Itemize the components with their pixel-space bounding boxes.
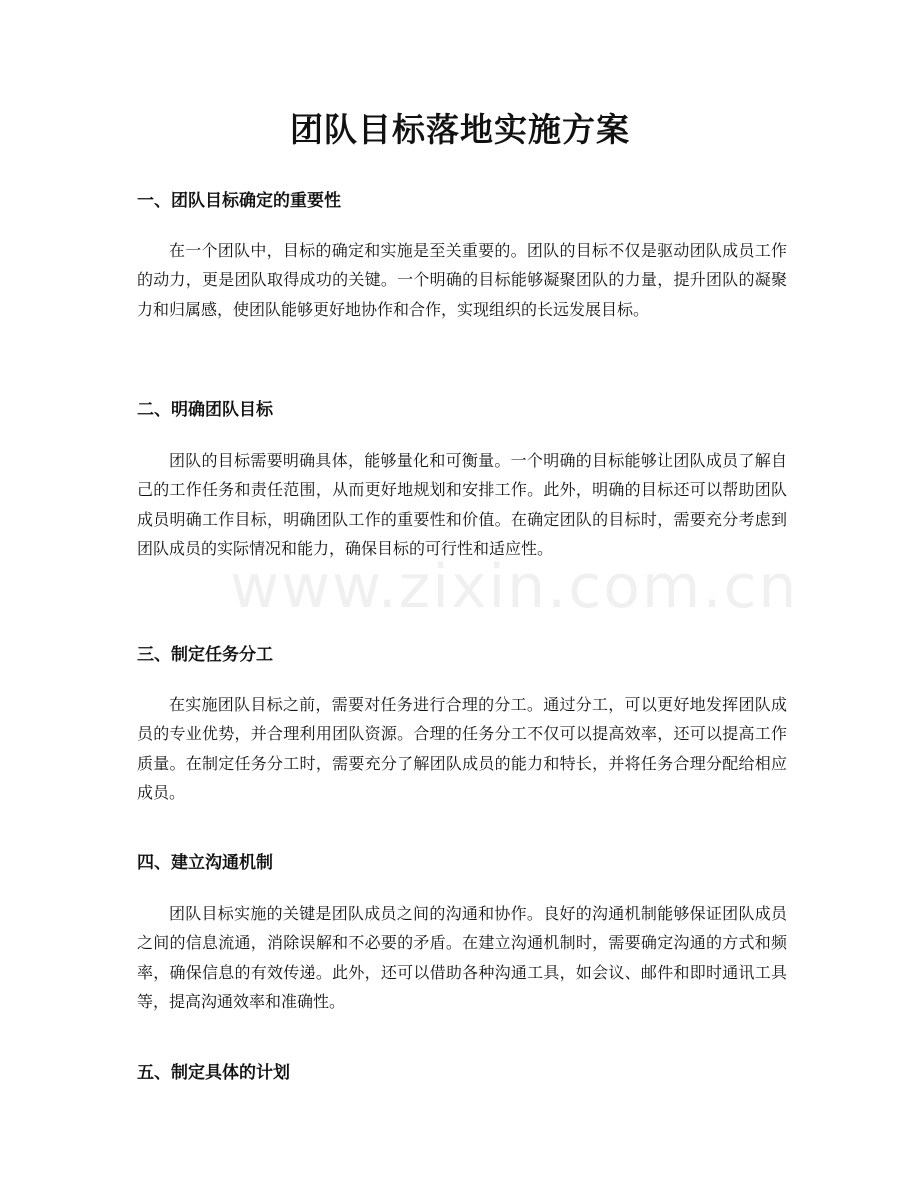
section-heading-2: 二、明确团队目标 bbox=[137, 400, 273, 420]
section-heading-3: 三、制定任务分工 bbox=[137, 645, 273, 665]
document-title: 团队目标落地实施方案 bbox=[290, 110, 630, 149]
section-heading-1: 一、团队目标确定的重要性 bbox=[137, 191, 341, 211]
section-heading-5: 五、制定具体的计划 bbox=[137, 1063, 290, 1083]
section-paragraph-4: 团队目标实施的关键是团队成员之间的沟通和协作。良好的沟通机制能够保证团队成员之间的信息流通，消除误解和不必要的矛盾。在建立沟通机制时，需要确定沟通的方式和频率，确保信息的有效传递。此外，还可以借助各种沟通工具，如会议、邮件和即时通讯工具等，提高沟通效率和准确性。 bbox=[137, 904, 787, 1012]
watermark: www.zixin.com.cn bbox=[230, 552, 799, 622]
section-heading-4: 四、建立沟通机制 bbox=[137, 853, 273, 873]
section-paragraph-2: 团队的目标需要明确具体，能够量化和可衡量。一个明确的目标能够让团队成员了解自己的工作任务和责任范围，从而更好地规划和安排工作。此外，明确的目标还可以帮助团队成员明确工作目标，明确团队工作的重要性和价值。在确定团队的目标时，需要充分考虑到团队成员的实际情况和能力，确保目标的可行性和适应性。 bbox=[137, 451, 787, 559]
section-paragraph-3: 在实施团队目标之前，需要对任务进行合理的分工。通过分工，可以更好地发挥团队成员的专业优势，并合理利用团队资源。合理的任务分工不仅可以提高效率，还可以提高工作质量。在制定任务分工时，需要充分了解团队成员的能力和特长，并将任务合理分配给相应成员。 bbox=[137, 695, 787, 803]
section-paragraph-1: 在一个团队中，目标的确定和实施是至关重要的。团队的目标不仅是驱动团队成员工作的动力，更是团队取得成功的关键。一个明确的目标能够凝聚团队的力量，提升团队的凝聚力和归属感，使团队能够更好地协作和合作，实现组织的长远发展目标。 bbox=[137, 241, 787, 319]
